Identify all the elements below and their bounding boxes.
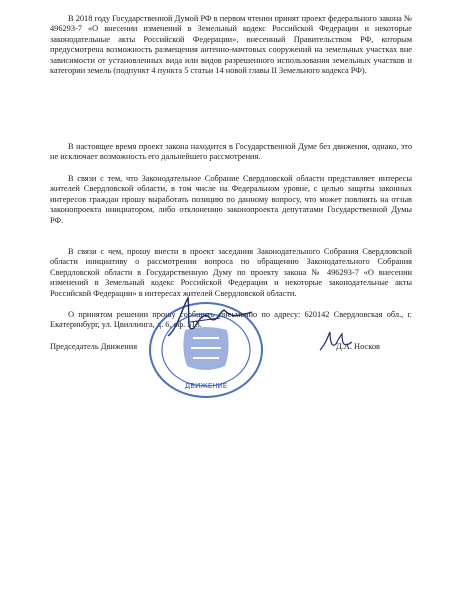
paragraph-law-adoption: В 2018 году Государственной Думой РФ в первом чтении принят проект федерального закона № 496293-7 «О внесении изменений в Земельный кодекс Российской Федерации и некоторые законодательные акты Российской Федерации», внесенный Правительством РФ, которым предусмотрена возможность размещения антенно-мачтовых сооружений на земельных участках вне зависимости от установленных вида или видов разрешенного использования земельных участков и категории земель (подпункт 4 пункта 5 статьи 14 новой главы II Земельного кодекса РФ). [50, 14, 412, 76]
handwritten-signature [160, 288, 260, 348]
signatory-name: Д.А. Носков [336, 342, 380, 351]
signatory-title: Председатель Движения [50, 342, 138, 351]
paragraph-reply-address: О принятом решении прошу сообщить письменно по адресу: 620142 Свердловская обл., г. Екатеринбург, ул. Цвиллинга, д. 6, оф. 513. [50, 310, 412, 330]
paragraph-current-status: В настоящее время проект закона находится в Государственной Думе без движения, однако, это не исключает возможность его дальнейшего рассмотрения. [50, 142, 412, 162]
paragraph-initiative: В связи с чем, прошу внести в проект заседания Законодательного Собрания Свердловской области инициативу о рассмотрении вопроса по обращению Законодательного Собрания Свердловской области в Государственную Думу по проекту закона № 496293-7 «О внесении изменений в Земельный кодекс Российской Федерации и некоторые законодательные акты Российской Федерации» в интересах жителей Свердловской области. [50, 247, 412, 298]
paragraph-request-position: В связи с тем, что Законодательное Собрание Свердловской области представляет интересы жителей Свердловской области, в том числе на Федеральном уровне, с целью защиты законных интересов граждан прошу выработать позицию по данному вопросу, что может повлиять на отзыв законопроекта инициатором, либо отклонению законопроекта депутатами Государственной Думы РФ. [50, 174, 412, 225]
stamp-text: ДВИЖЕНИЕ [184, 382, 228, 390]
